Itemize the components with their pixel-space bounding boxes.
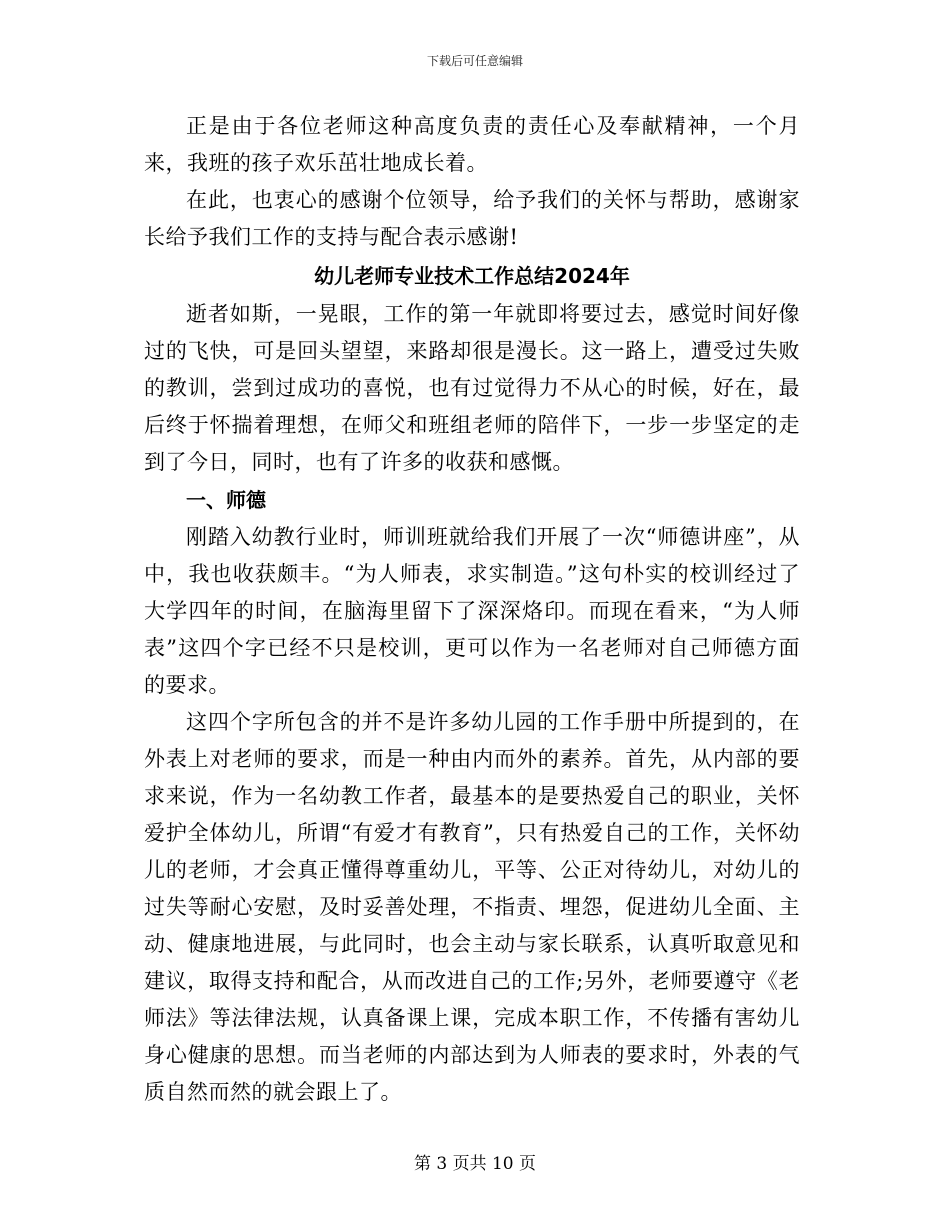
page-body [144, 108, 800, 1111]
intro-paragraph: 正是由于各位老师这种高度负责的责任心及奉献精神，一个月来，我班的孩子欢乐茁壮地成长着。 [144, 114, 800, 175]
section-heading: 一、师德 [186, 488, 266, 512]
page-number-footer: 第 3 页共 10 页 [413, 1154, 537, 1174]
opening-paragraph: 逝者如斯，一晃眼，工作的第一年就即将要过去，感觉时间好像过的飞快，可是回头望望，来路却很是漫长。这一路上，遭受过失败的教训，尝到过成功的喜悦，也有过觉得力不从心的时候，好在，最后终于怀揣着理想，在师父和班组老师的陪伴下，一步一步坚定的走到了今日，同时，也有了许多的收获和感慨。 [144, 302, 800, 474]
header-note: 下载后可任意编辑 [426, 54, 523, 68]
intro-paragraph: 在此，也衷心的感谢个位领导，给予我们的关怀与帮助，感谢家长给予我们工作的支持与配合表示感谢! [144, 188, 800, 249]
document-title: 幼儿老师专业技术工作总结2024年 [314, 264, 630, 288]
section-paragraph: 这四个字所包含的并不是许多幼儿园的工作手册中所提到的，在外表上对老师的要求，而是一种由内而外的素养。首先，从内部的要求来说，作为一名幼教工作者，最基本的是要热爱自己的职业，关怀爱护全体幼儿，所谓“有爱才有教育”，只有热爱自己的工作，关怀幼儿的老师，才会真正懂得尊重幼儿，平等、公正对待幼儿，对幼儿的过失等耐心安慰，及时妥善处理，不指责、埋怨，促进幼儿全面、主动、健康地进展，与此同时，也会主动与家长联系，认真听取意见和建议，取得支持和配合，从而改进自己的工作;另外，老师要遵守《老师法》等法律法规，认真备课上课，完成本职工作，不传播有害幼儿身心健康的思想。而当老师的内部达到为人师表的要求时，外表的气质自然而然的就会跟上了。 [144, 710, 800, 1104]
section-paragraph: 刚踏入幼教行业时，师训班就给我们开展了一次“师德讲座”，从中，我也收获颇丰。“为人师表，求实制造。”这句朴实的校训经过了大学四年的时间，在脑海里留下了深深烙印。而现在看来，“为人师表”这四个字已经不只是校训，更可以作为一名老师对自己师德方面的要求。 [144, 525, 800, 697]
